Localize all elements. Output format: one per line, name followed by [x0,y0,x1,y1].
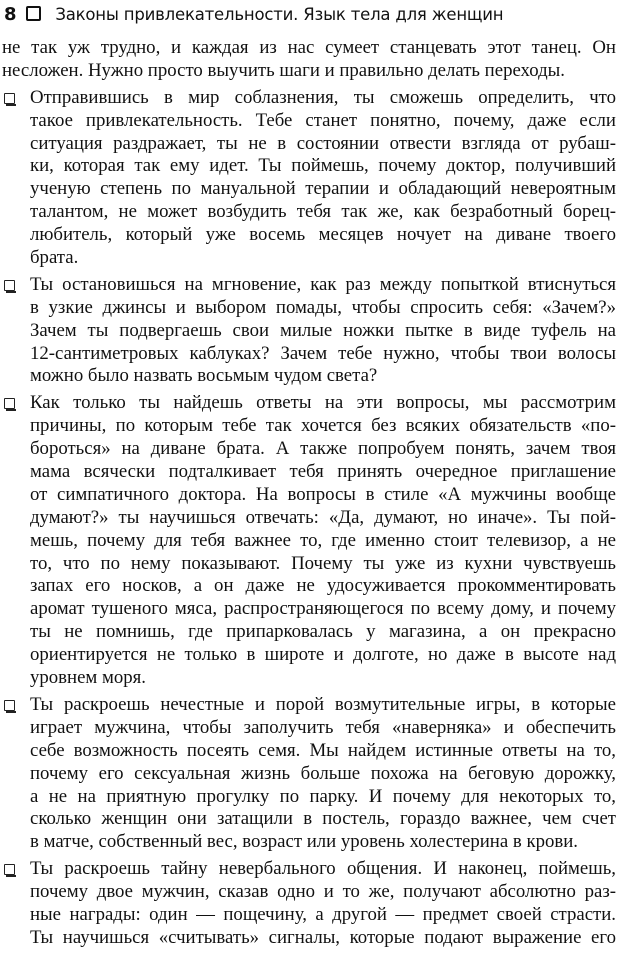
text-line: ситуация раздражает, ты не в состоянии отвести взгляда от рубаш- [30,132,616,154]
text-line: ные награды: один — пощечину, а другой — предмет своей страсти. [30,903,616,925]
page-number: 8 [4,3,17,25]
text-line: несложен. Нужно просто выучить шаги и правильно делать переходы. [2,59,565,81]
text-line: Ты раскроешь тайну невербального общения. И наконец, поймешь, [30,858,616,880]
text-line: такое привлекательность. Тебе станет понятно, почему, даже если [30,109,616,131]
text-line: ученую степень по мануальной терапии и обладающий невероятным [30,178,616,200]
text-line: Отправившись в мир соблазнения, ты сможешь определить, что [30,86,616,108]
text-line: причины, по которым тебе так хочется без всяких обязательств «по- [30,415,616,437]
text-line: в матче, собственный вес, возраст или уровень холестерина в крови. [30,831,578,853]
checkbox-square-icon [26,6,41,21]
text-line: ориентируется не только в широте и долготе, но даже в высоте над [30,644,616,666]
running-title: Законы привлекательности. Язык тела для женщин [55,4,504,24]
intro-paragraph [2,37,616,83]
text-line: мешь, почему для тебя важнее то, где именно стоит телевизор, а не [30,529,616,551]
checkbox-bullet-icon [4,864,15,875]
text-line: от симпатичного доктора. На вопросы в стиле «А мужчины вообще [30,483,616,505]
running-header [2,0,616,28]
text-line: почему двое мужчин, сказав одно и то же, получают абсолютно раз- [30,881,616,903]
text-line: брата. [30,247,79,269]
body-text [2,37,616,950]
text-line: не так уж трудно, и каждая из нас сумеет станцевать этот танец. Он [2,37,616,58]
text-line: запах его носков, а он даже не удосуживается прокомментировать [30,575,616,597]
text-line: талантом, не может возбудить тебя так же, как безработный борец- [30,201,616,223]
text-line: можно было назвать восьмым чудом света? [30,365,378,387]
text-line: уровнем моря. [30,667,147,689]
text-line: сколько женщин они затащили в постель, гораздо важнее, чем счет [30,808,616,830]
bullet-paragraph [2,392,616,690]
checkbox-bullet-icon [4,700,15,711]
text-line: почему его сексуальная жизнь больше похожа на беговую дорожку, [30,762,616,784]
text-line: думают?» ты научишься отвечать: «Да, думают, но иначе». Ты пой- [30,506,616,528]
text-line: ки, которая так ему идет. Ты поймешь, почему доктор, получивший [30,155,616,177]
text-line: играет мужчина, чтобы заполучить тебя «наверняка» и обеспечить [30,716,616,738]
bullet-paragraph [2,87,616,270]
text-line: Ты научишься «считывать» сигналы, которые подают выражение его [30,926,616,948]
text-line: в узкие джинсы и выбором помады, чтобы спросить себя: «Зачем?» [30,296,616,318]
text-line: а не на приятную прогулку по парку. И почему для некоторых то, [30,785,616,807]
text-line: то, что по нему показывают. Почему ты уже из кухни чувствуешь [30,552,616,574]
text-line: ты не помнишь, где припарковалась у магазина, а он прекрасно [30,621,616,643]
text-line: Как только ты найдешь ответы на эти вопросы, мы рассмотрим [30,392,616,414]
text-line: любитель, который уже восемь месяцев ночует на диване твоего [30,224,616,246]
text-line: мама всячески подталкивает тебя принять очередное приглашение [30,461,616,483]
checkbox-bullet-icon [4,93,15,104]
text-line: Ты раскроешь нечестные и порой возмутительные игры, в которые [30,693,616,715]
bullet-list [2,87,616,950]
text-line: бороться» на диване брата. А также попробуем понять, зачем твоя [30,438,616,460]
checkbox-bullet-icon [4,280,15,291]
text-line: себе возможность посеять семя. Мы найдем истинные ответы на то, [30,739,616,761]
bullet-paragraph [2,694,616,854]
text-line: 12-сантиметровых каблуках? Зачем тебе нужно, чтобы твои волосы [30,342,616,364]
text-line: Ты остановишься на мгновение, как раз между попыткой втиснуться [30,273,616,295]
text-line: аромат тушеного мяса, распространяющегося по всему дому, и почему [30,598,616,620]
bullet-paragraph [2,858,616,950]
text-line: Зачем ты подвергаешь свои милые ножки пытке в виде туфель на [30,319,616,341]
bullet-paragraph [2,274,616,388]
checkbox-bullet-icon [4,398,15,409]
